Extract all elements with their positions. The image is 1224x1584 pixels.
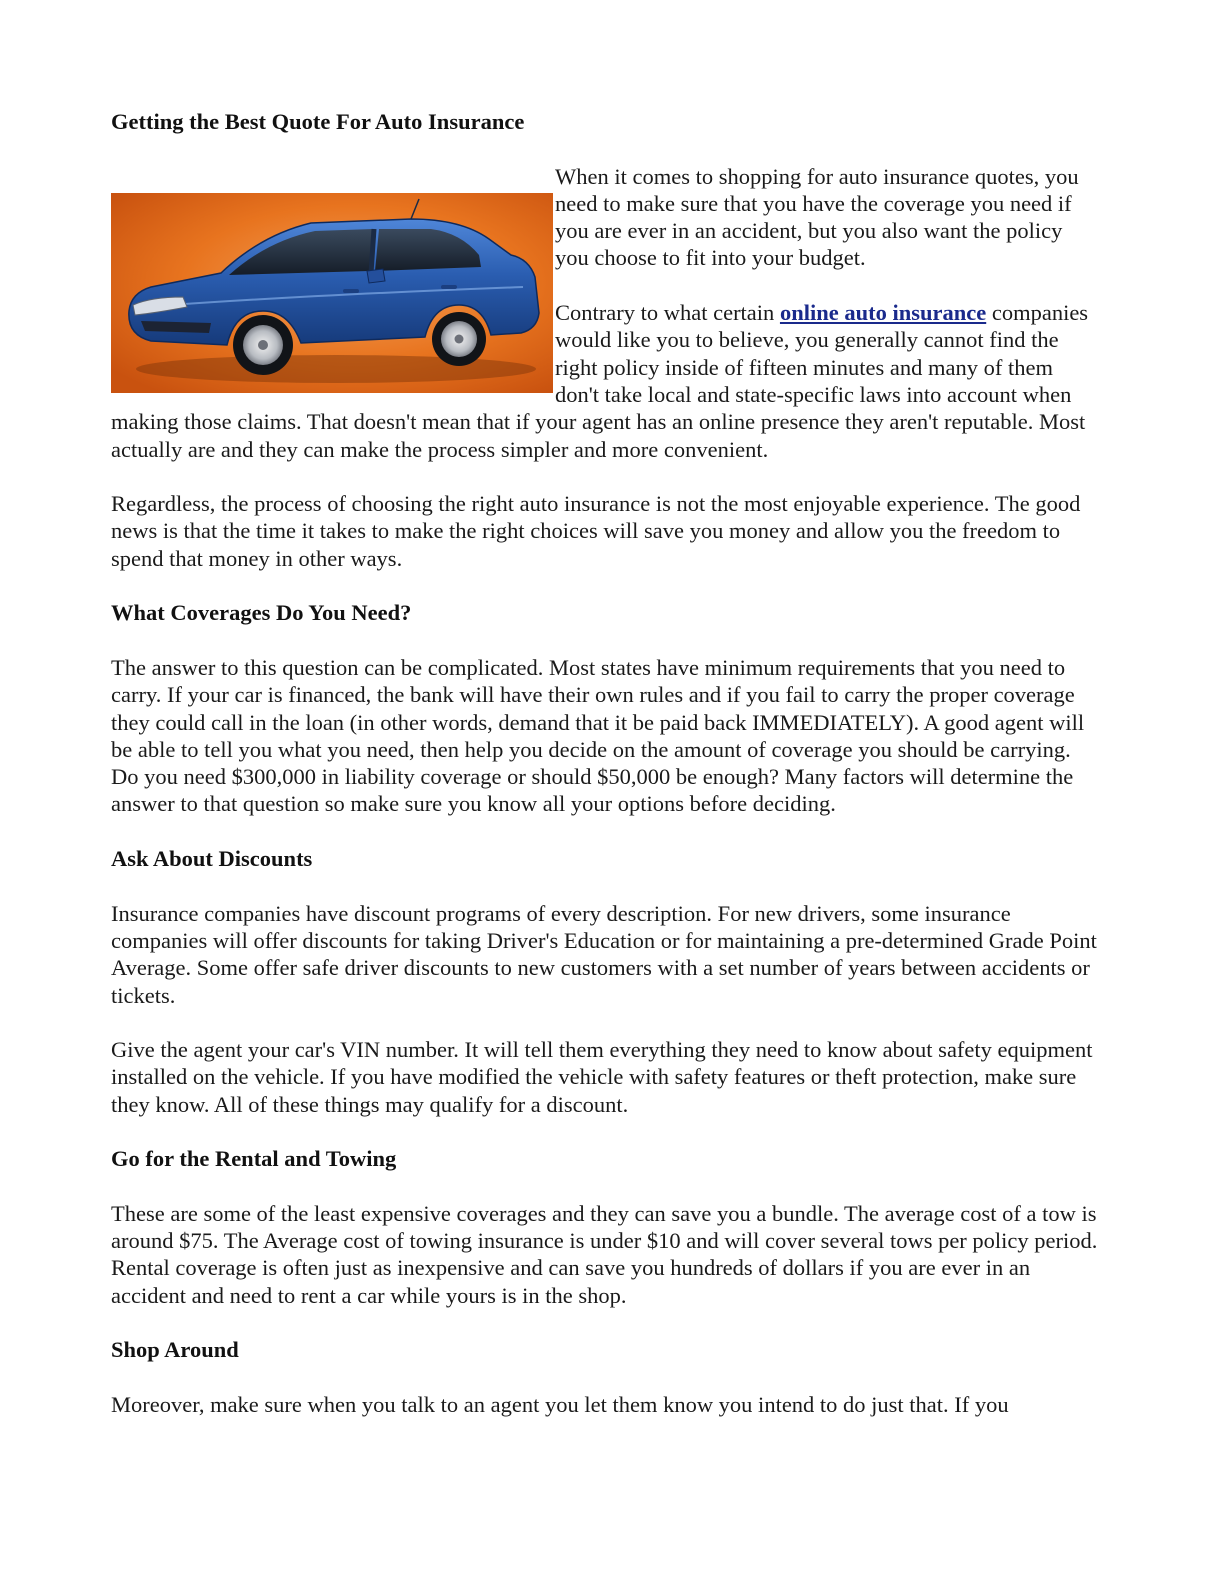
- discounts-paragraph-1: Insurance companies have discount programs of every description. For new drivers, some insurance companies will offer discounts for taking Driver's Education or for maintaining a pre-determined Grade Point Average. Some offer safe driver discounts to new customers with a set number of years between accidents or tickets.: [111, 900, 1097, 1008]
- page-title: Getting the Best Quote For Auto Insurance: [111, 109, 525, 134]
- heading-discounts: Ask About Discounts: [111, 846, 313, 872]
- intro-paragraph-1: When it comes to shopping for auto insurance quotes, you need to make sure that you have the coverage you need if you are ever in an accident, but you also want the policy you choose to fit into your budget.: [555, 163, 1079, 271]
- coverages-paragraph: The answer to this question can be complicated. Most states have minimum requirements that you need to carry. If your car is financed, the bank will have their own rules and if you fail to carry the proper coverage they could call in the loan (in other words, demand that it be paid back IMMEDIATELY). A good agent will be able to tell you what you need, then help you decide on the amount of coverage you should be carrying. Do you need $300,000 in liability coverage or should $50,000 be enough? Many factors will determine the answer to that question so make sure you know all your options before deciding.: [111, 654, 1085, 817]
- intro-paragraph-2-rest: companies would like you to believe, you generally cannot find the right policy inside of fifteen minutes and many of them don't take local and state-specific laws into account when making those claims. That doesn't mean that if your agent has an online presence they aren't reputable. Most actually are and they can make the process simpler and more convenient.: [111, 300, 1089, 462]
- rental-towing-paragraph: These are some of the least expensive coverages and they can save you a bundle. The average cost of a tow is around $75. The Average cost of towing insurance is under $10 and will cover several tows per policy period. Rental coverage is often just as inexpensive and can save you hundreds of dollars if you are ever in an accident and need to rent a car while yours is in the shop.: [111, 1200, 1098, 1308]
- intro-paragraph-3: Regardless, the process of choosing the right auto insurance is not the most enjoyable experience. The good news is that the time it takes to make the right choices will save you money and allow you the freedom to spend that money in other ways.: [111, 491, 1081, 571]
- heading-coverages: What Coverages Do You Need?: [111, 600, 412, 626]
- online-auto-insurance-link[interactable]: online auto insurance: [779, 300, 987, 326]
- car-photo: [111, 193, 553, 393]
- heading-shop-around: Shop Around: [111, 1337, 239, 1363]
- document-page: [111, 108, 1101, 1446]
- discounts-paragraph-2: Give the agent your car's VIN number. It will tell them everything they need to know about safety equipment installed on the vehicle. If you have modified the vehicle with safety features or theft protection, make sure they know. All of these things may qualify for a discount.: [111, 1037, 1093, 1117]
- heading-rental-towing: Go for the Rental and Towing: [111, 1146, 397, 1172]
- shop-around-paragraph: Moreover, make sure when you talk to an agent you let them know you intend to do just that. If you: [111, 1391, 1009, 1417]
- intro-paragraph-2-lead: Contrary to what certain: [555, 300, 780, 326]
